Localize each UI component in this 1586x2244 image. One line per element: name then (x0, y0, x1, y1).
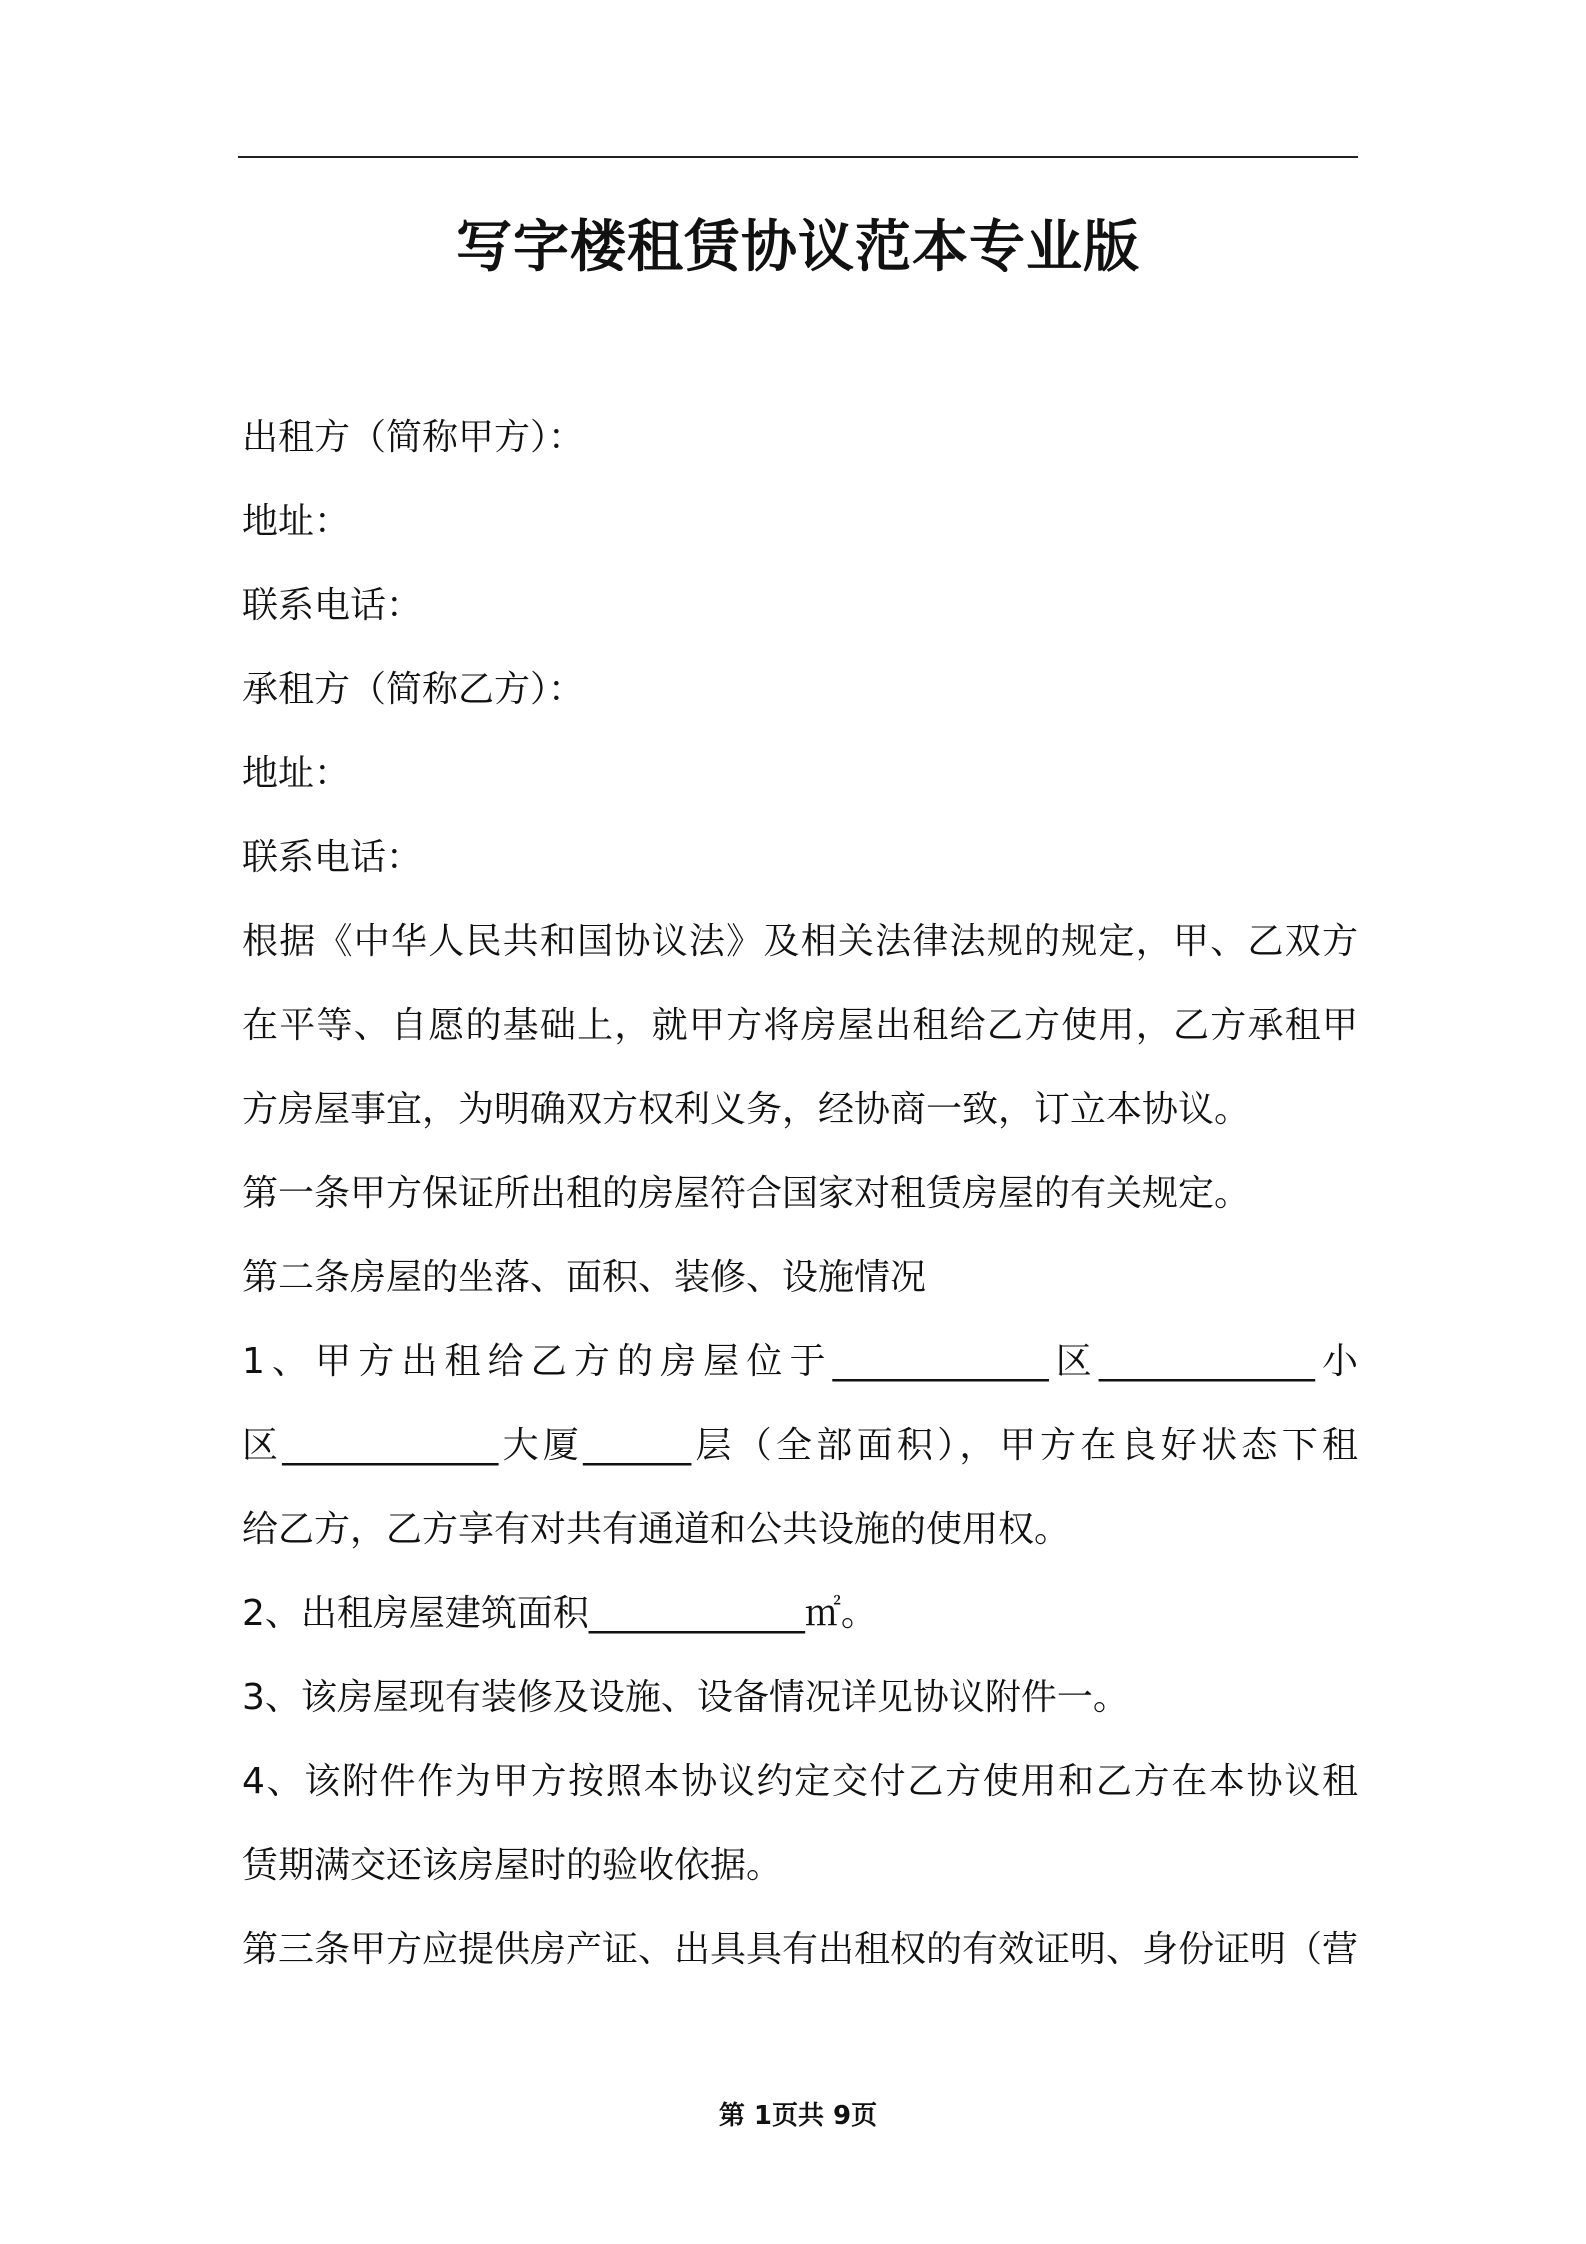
document-title: 写字楼租赁协议范本专业版 (456, 215, 1140, 280)
article-1-line: 第一条甲方保证所出租的房屋符合国家对租赁房屋的有关规定。 (242, 1173, 1251, 1214)
lessee-line: 承租方（简称乙方）： (242, 669, 585, 710)
article-2-item-1-line-3: 给乙方，乙方享有对共有通道和公共设施的使用权。 (242, 1509, 1071, 1550)
article-2-item-1-line-1: 1、甲方出租给乙方的房屋位于____________区____________小 (242, 1341, 1358, 1382)
page-footer: 第 1页共 9页 (718, 2101, 878, 2131)
article-2-item-4-line-1: 4、该附件作为甲方按照本协议约定交付乙方使用和乙方在本协议租 (242, 1761, 1358, 1802)
lessor-line: 出租方（简称甲方）： (242, 417, 585, 458)
lessee-address-line: 地址： (242, 753, 351, 794)
document-body (242, 396, 1358, 1992)
article-3-line-1: 第三条甲方应提供房产证、出具具有出租权的有效证明、身份证明（营 (242, 1929, 1358, 1970)
preamble-line-3: 方房屋事宜，为明确双方权利义务，经协商一致，订立本协议。 (242, 1089, 1251, 1130)
article-2-item-1-line-2: 区____________大厦______层（全部面积），甲方在良好状态下租 (242, 1425, 1358, 1466)
article-2-item-3: 3、该房屋现有装修及设施、设备情况详见协议附件一。 (242, 1677, 1129, 1718)
article-2-item-4-line-2: 赁期满交还该房屋时的验收依据。 (242, 1845, 783, 1886)
lessor-phone-line: 联系电话： (242, 585, 423, 626)
header-rule (238, 156, 1358, 158)
preamble-line-2: 在平等、自愿的基础上，就甲方将房屋出租给乙方使用，乙方承租甲 (242, 1005, 1358, 1046)
lessor-address-line: 地址： (242, 501, 351, 542)
article-2-heading: 第二条房屋的坐落、面积、装修、设施情况 (242, 1257, 927, 1298)
preamble-line-1: 根据《中华人民共和国协议法》及相关法律法规的规定，甲、乙双方 (242, 921, 1358, 962)
article-2-item-2: 2、出租房屋建筑面积____________㎡。 (242, 1593, 877, 1634)
lessee-phone-line: 联系电话： (242, 837, 423, 878)
